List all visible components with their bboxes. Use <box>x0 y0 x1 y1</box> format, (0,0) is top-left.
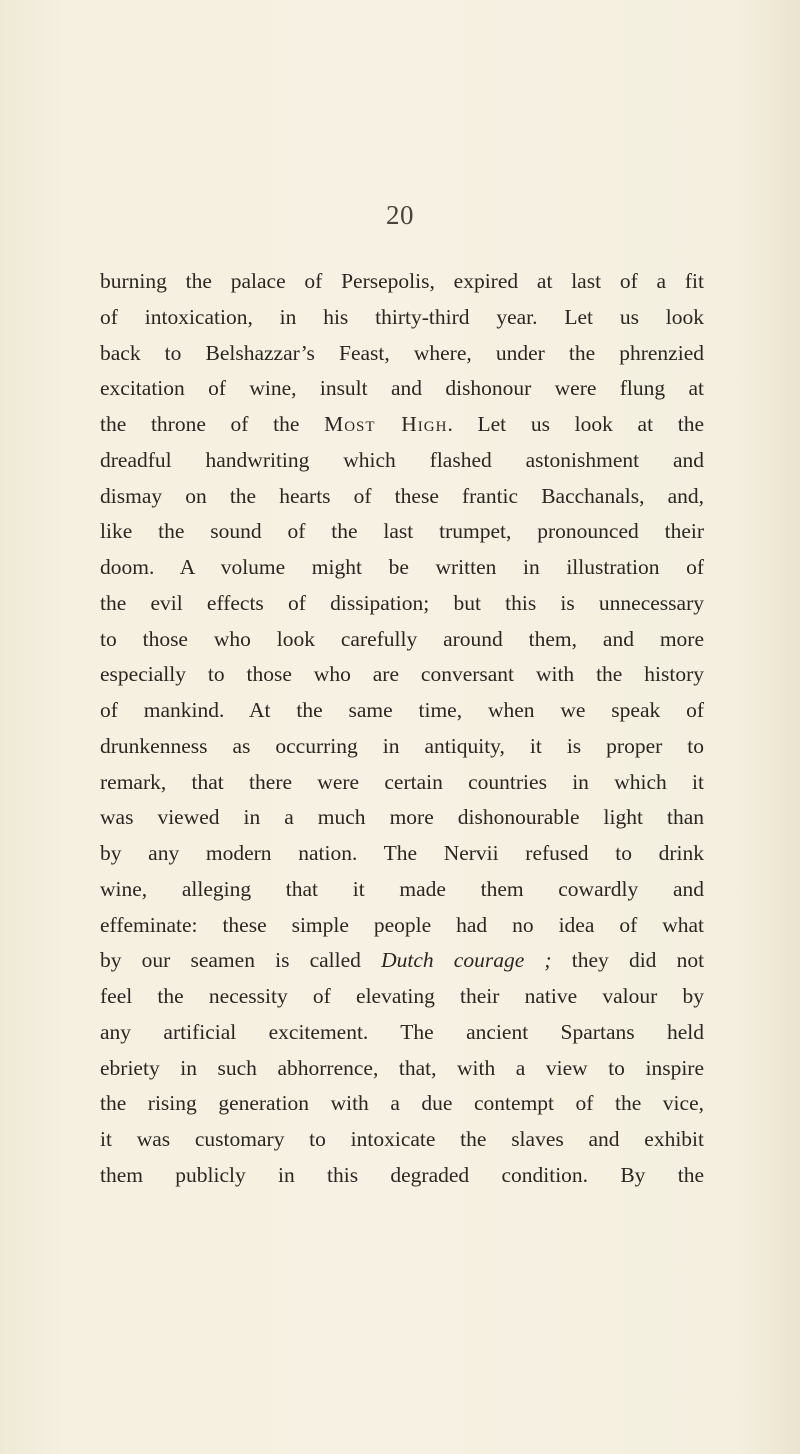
text-line <box>100 407 704 443</box>
text-line: especially to those who are conversant with the history <box>100 662 704 687</box>
italic-text: Dutch courage ; <box>381 948 552 973</box>
text-line: the rising generation with a due contempt of the vice, <box>100 1091 704 1116</box>
text-line: of mankind. At the same time, when we speak of <box>100 698 704 722</box>
small-caps-text: Most High <box>324 412 448 436</box>
text-line: was viewed in a much more dishonourable light than <box>100 805 704 830</box>
text-line: burning the palace of Persepolis, expired at last of a fit <box>100 269 704 293</box>
text-fragment: by our seamen is called <box>100 948 361 973</box>
text-fragment: they did not <box>571 948 705 973</box>
text-fragment: the throne of the <box>100 412 300 436</box>
text-line: any artificial excitement. The ancient Spartans held <box>100 1019 704 1044</box>
text-line: remark, that there were certain countries in which it <box>100 769 704 794</box>
text-line: dreadful handwriting which flashed astonishment and <box>100 447 704 472</box>
page-number: 20 <box>386 200 414 230</box>
text-line: to those who look carefully around them, and more <box>100 626 704 651</box>
text-line: wine, alleging that it made them cowardly and <box>100 876 704 901</box>
text-line: ebriety in such abhorrence, that, with a view to inspire <box>100 1055 704 1080</box>
text-line: dismay on the hearts of these frantic Bacchanals, and, <box>100 483 704 508</box>
text-line: the evil effects of dissipation; but this is unnecessary <box>100 590 704 615</box>
text-line: doom. A volume might be written in illustration of <box>100 555 704 579</box>
text-line: drunkenness as occurring in antiquity, it is proper to <box>100 733 704 758</box>
text-line: of intoxication, in his thirty-third year. Let us look <box>100 304 704 329</box>
text-line: effeminate: these simple people had no idea of what <box>100 912 704 937</box>
text-line: excitation of wine, insult and dishonour were flung at <box>100 376 704 401</box>
text-line: feel the necessity of elevating their native valour by <box>100 984 704 1008</box>
text-line <box>100 943 704 979</box>
text-line: them publicly in this degraded condition. By the <box>100 1162 704 1187</box>
text-line: by any modern nation. The Nervii refused to drink <box>100 841 704 865</box>
text-fragment: . Let us look at the <box>447 412 704 436</box>
body-text <box>100 264 704 1194</box>
text-line: like the sound of the last trumpet, pronounced their <box>100 519 704 544</box>
text-line: back to Belshazzar’s Feast, where, under the phrenzied <box>100 340 704 365</box>
text-line: it was customary to intoxicate the slaves and exhibit <box>100 1127 704 1151</box>
